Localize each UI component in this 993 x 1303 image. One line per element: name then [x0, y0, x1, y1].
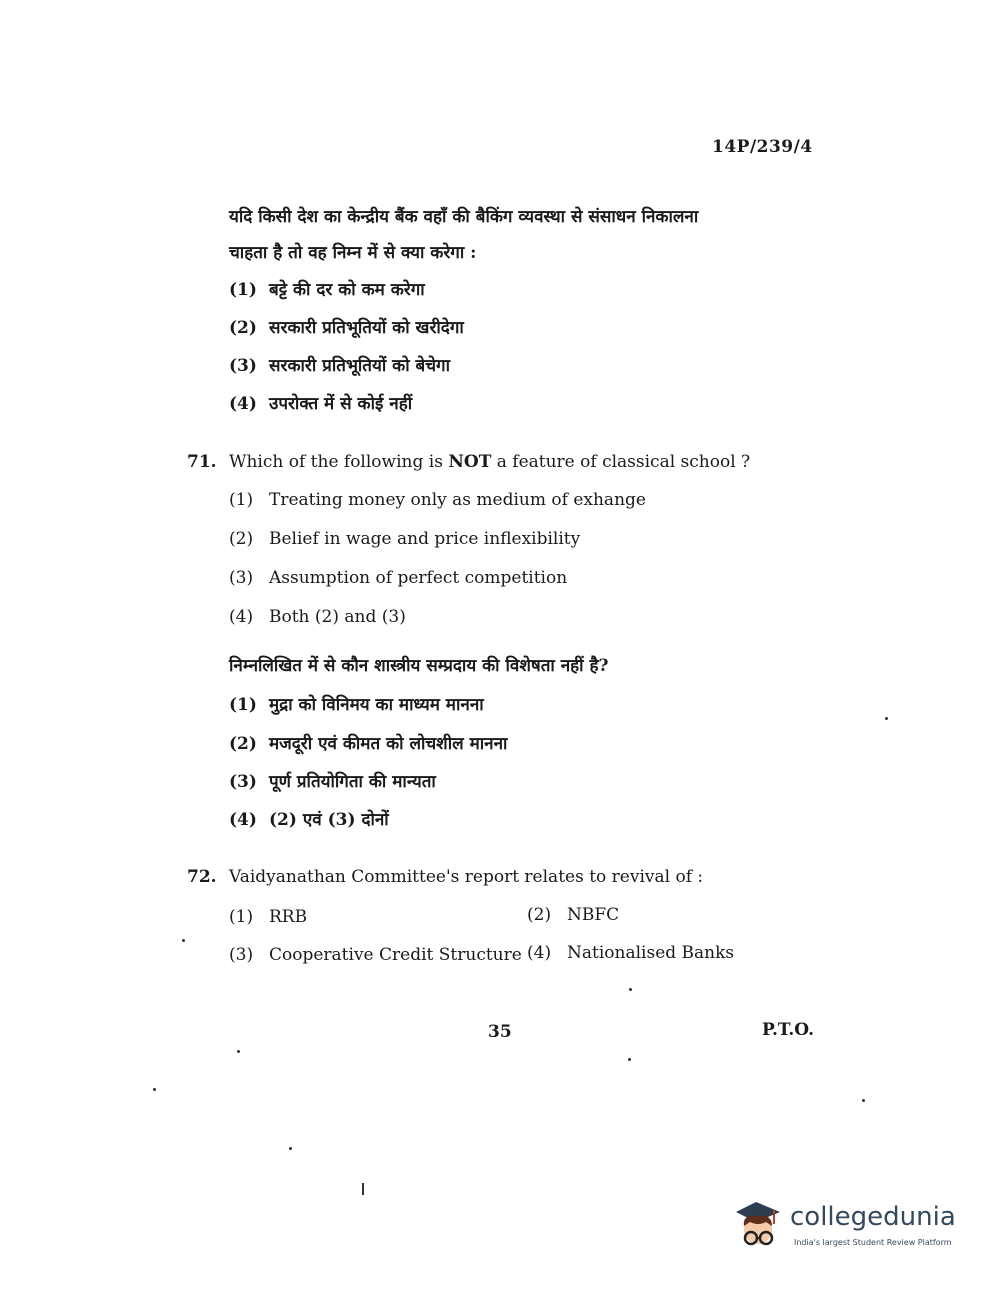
option-text: पूर्ण प्रतियोगिता की मान्यता [269, 772, 436, 792]
option-number: (2) [229, 318, 257, 338]
scan-speck [629, 988, 632, 991]
option-number: (3) [229, 356, 257, 376]
option-text: (2) एवं (3) दोनों [269, 810, 389, 830]
option-number: (1) [229, 280, 257, 300]
q71-option-3 [229, 568, 567, 588]
q71-hindi-option-4 [229, 807, 389, 830]
q71-hindi-question: निम्नलिखित में से कौन शास्त्रीय सम्प्रदाय की विशेषता नहीं है? [229, 656, 609, 676]
q72-question: Vaidyanathan Committee's report relates to revival of : [229, 867, 704, 887]
q71-text-bold: NOT [448, 452, 492, 472]
scan-speck [862, 1099, 865, 1102]
option-number: (4) [229, 810, 257, 830]
option-number: (1) [229, 907, 254, 927]
option-number: (2) [229, 529, 254, 549]
option-text: मुद्रा को विनिमय का माध्यम मानना [269, 695, 484, 715]
option-text: Nationalised Banks [567, 943, 735, 963]
option-number: (4) [527, 943, 552, 963]
option-number: (3) [229, 945, 254, 965]
option-number: (3) [229, 568, 254, 588]
option-text: Assumption of perfect competition [269, 568, 568, 588]
scan-speck [289, 1147, 292, 1150]
option-text: मजदूरी एवं कीमत को लोचशील मानना [269, 734, 508, 754]
q71-text-after: a feature of classical school ? [491, 452, 751, 472]
pto-label: P.T.O. [762, 1020, 814, 1040]
page-number: 35 [488, 1022, 512, 1042]
q70-option-2 [229, 315, 464, 338]
option-number: (4) [229, 394, 257, 414]
option-text: RRB [269, 907, 308, 927]
option-text: Both (2) and (3) [269, 607, 406, 627]
q71-text-before: Which of the following is [229, 452, 449, 472]
option-number: (1) [229, 695, 257, 715]
scan-mark [362, 1183, 364, 1195]
q70-option-3 [229, 353, 450, 376]
scan-speck [182, 939, 185, 942]
scan-speck [628, 1058, 631, 1061]
q72-option-4 [527, 943, 734, 963]
q70-hindi-line2: चाहता है तो वह निम्न में से क्या करेगा : [229, 243, 477, 263]
q72-number: 72. [187, 867, 217, 887]
option-number: (1) [229, 490, 254, 510]
scan-speck [153, 1088, 156, 1091]
option-number: (2) [229, 734, 257, 754]
option-number: (4) [229, 607, 254, 627]
q70-hindi-line1: यदि किसी देश का केन्द्रीय बैंक वहाँ की बैकिंग व्यवस्था से संसाधन निकालना [229, 207, 699, 227]
option-text: सरकारी प्रतिभूतियों को बेचेगा [269, 356, 451, 376]
mascot-icon [736, 1196, 792, 1254]
q71-hindi-option-3 [229, 769, 436, 792]
option-text: Treating money only as medium of exhange [269, 490, 646, 510]
option-number: (3) [229, 772, 257, 792]
option-text: उपरोक्त में से कोई नहीं [269, 394, 413, 414]
q71-hindi-option-1 [229, 692, 484, 715]
q72-option-1 [229, 907, 307, 927]
q71-number: 71. [187, 452, 217, 472]
paper-code: 14P/239/4 [712, 137, 813, 157]
q70-option-4 [229, 391, 412, 414]
q71-hindi-option-2 [229, 731, 507, 754]
logo-brand-text: collegedunia [790, 1202, 956, 1232]
q70-option-1 [229, 277, 425, 300]
scan-speck [885, 717, 888, 720]
option-text: बट्टे की दर को कम करेगा [269, 280, 425, 300]
q71-question [229, 452, 750, 472]
q71-option-2 [229, 529, 580, 549]
option-text: सरकारी प्रतिभूतियों को खरीदेगा [269, 318, 464, 338]
option-text: Cooperative Credit Structure [269, 945, 522, 965]
option-text: Belief in wage and price inflexibility [269, 529, 581, 549]
q71-option-4 [229, 607, 406, 627]
collegedunia-logo [736, 1196, 956, 1258]
option-text: NBFC [567, 905, 620, 925]
q72-option-3 [229, 945, 522, 965]
option-number: (2) [527, 905, 552, 925]
q71-option-1 [229, 490, 646, 510]
logo-tagline: India's largest Student Review Platform [794, 1238, 952, 1247]
scan-speck [237, 1050, 240, 1053]
q72-option-2 [527, 905, 619, 925]
